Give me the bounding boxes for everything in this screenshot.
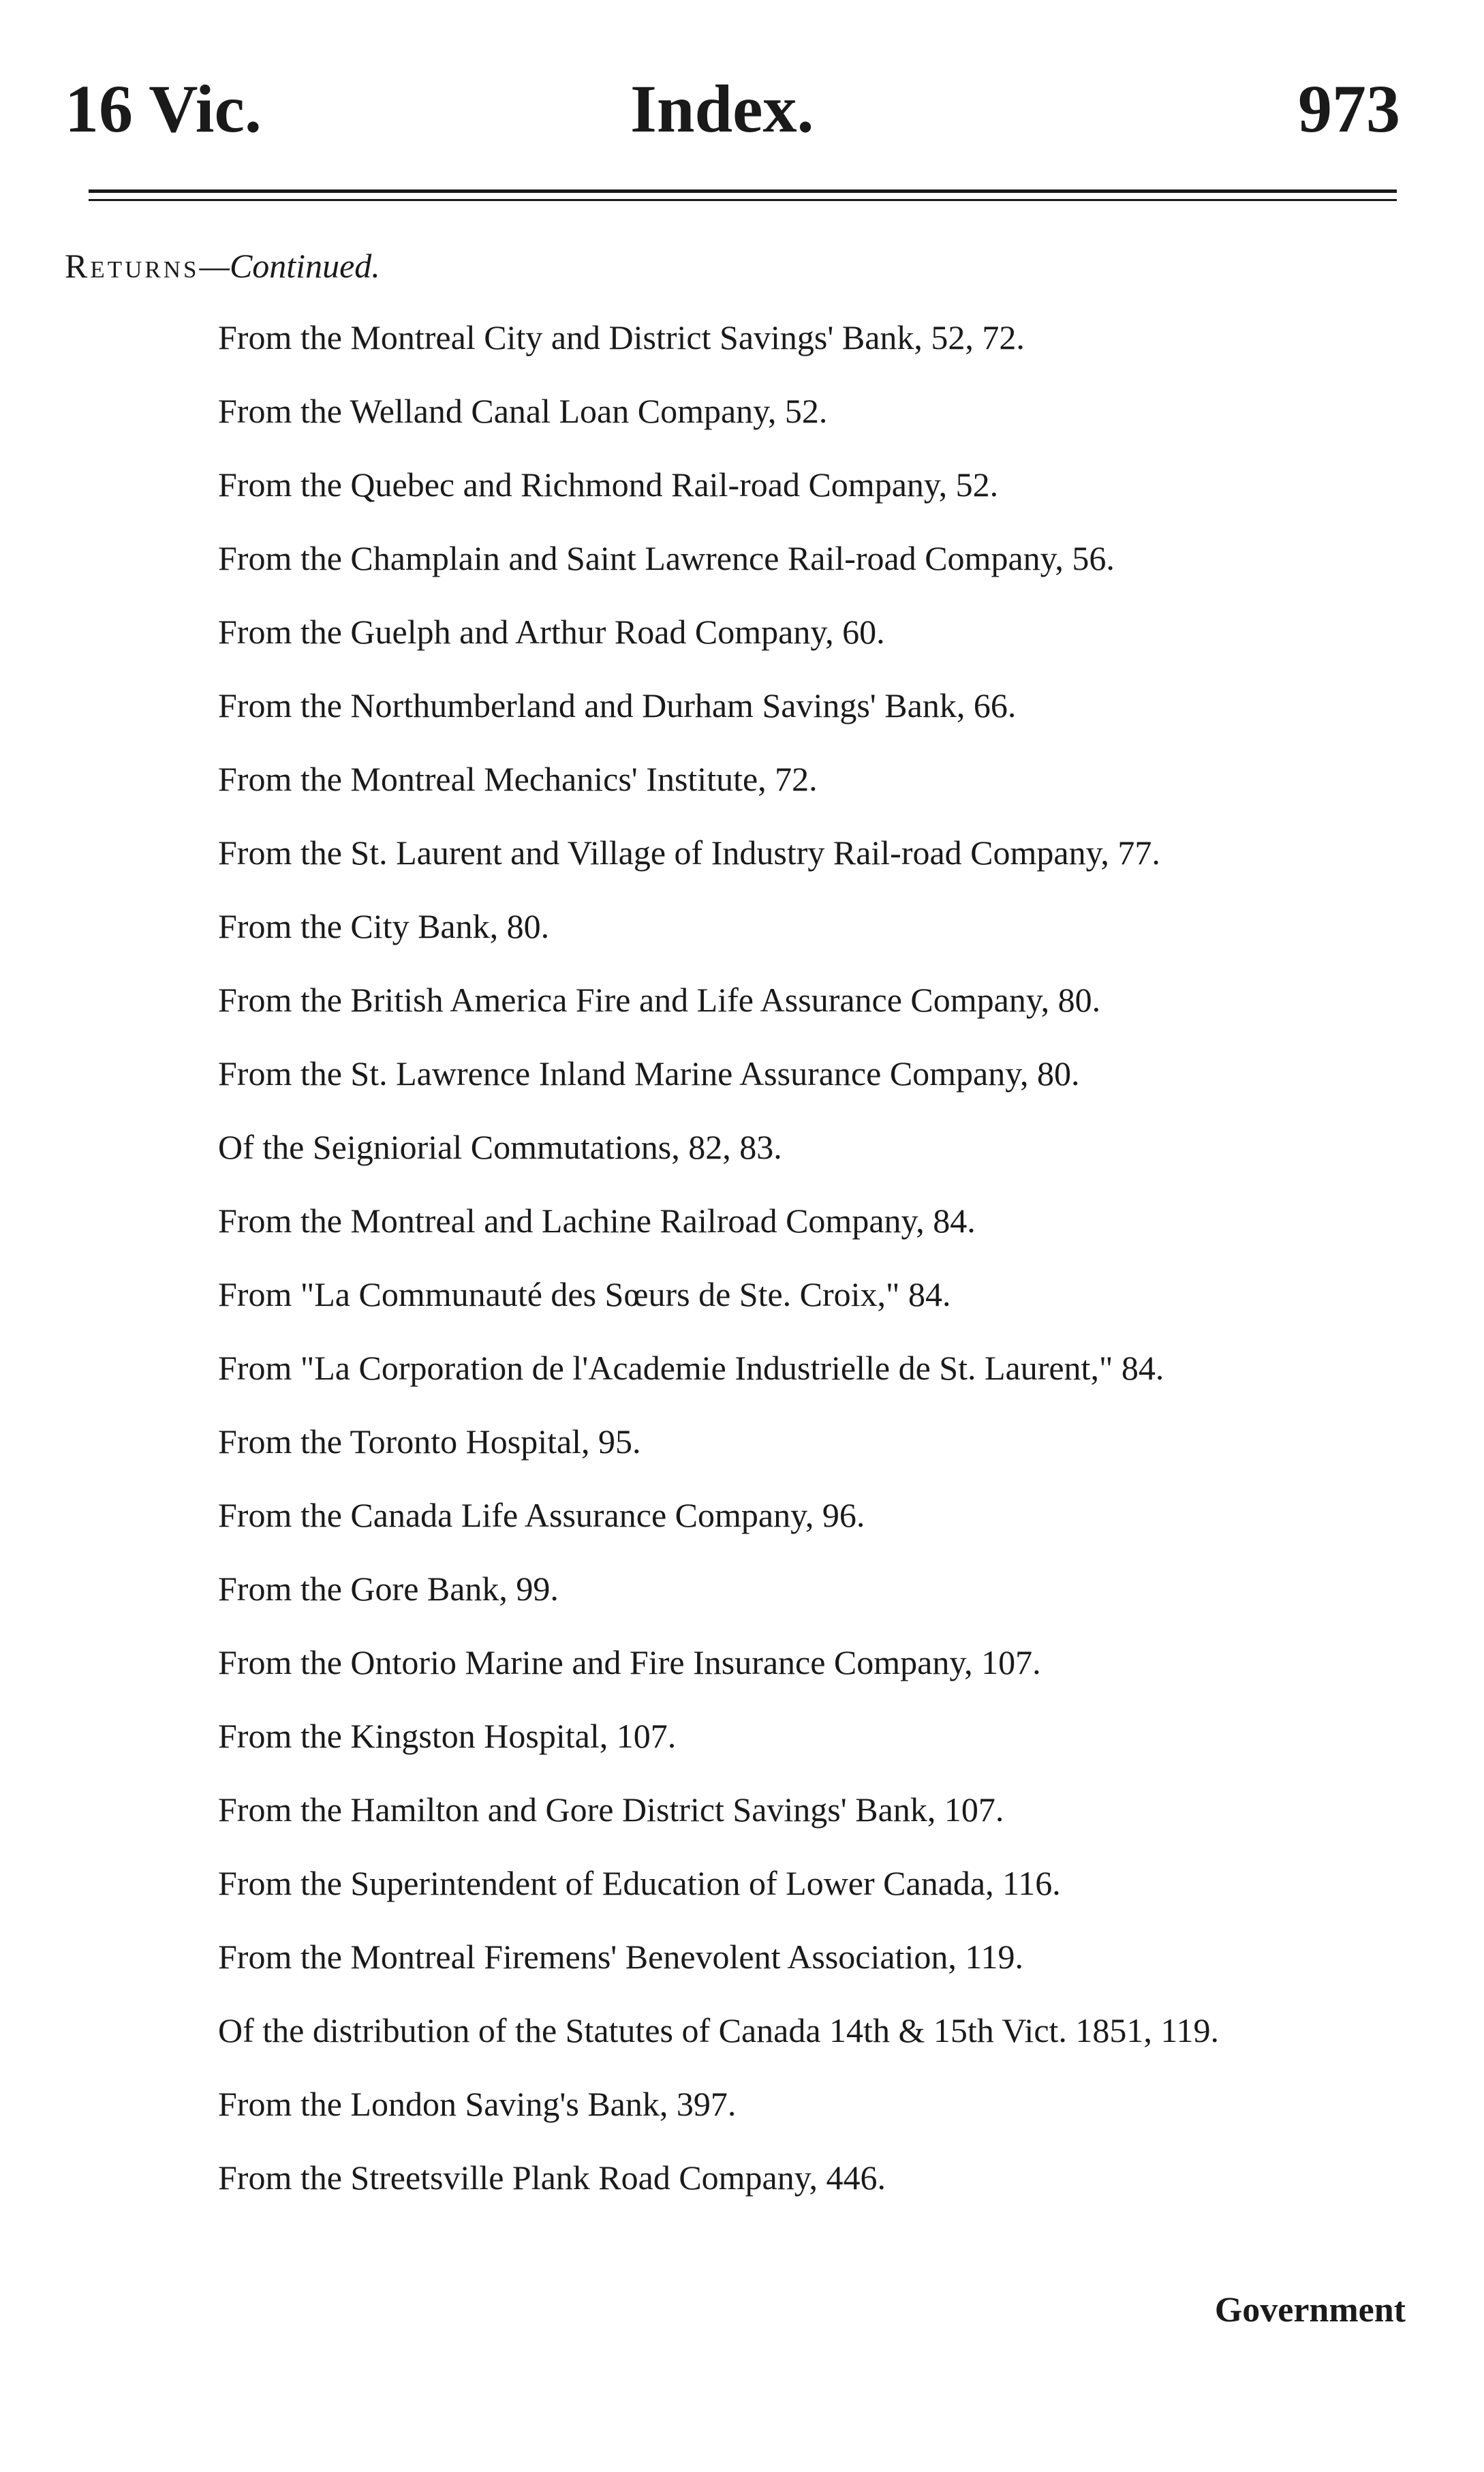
header-rule-thick — [89, 189, 1397, 193]
index-entry: From the Ontorio Marine and Fire Insurance Company, 107. — [218, 1643, 1041, 1681]
section-title: Returns — [65, 247, 200, 285]
index-entry: Of the distribution of the Statutes of Canada 14th & 15th Vict. 1851, 119. — [218, 2011, 1220, 2049]
page-header — [65, 68, 1400, 157]
index-entry: From "La Corporation de l'Academie Industrielle de St. Laurent," 84. — [218, 1349, 1164, 1387]
index-entry: From the Superintendent of Education of Lower Canada, 116. — [218, 1864, 1061, 1902]
index-entry: From the Welland Canal Loan Company, 52. — [218, 392, 828, 430]
index-entry: From the Kingston Hospital, 107. — [218, 1717, 677, 1755]
volume-reference: 16 Vic. — [65, 71, 262, 147]
index-entry: From the City Bank, 80. — [218, 907, 550, 945]
index-entry: From the Montreal City and District Savings' Bank, 52, 72. — [218, 318, 1025, 356]
index-entry: From the Montreal Mechanics' Institute, 72. — [218, 760, 818, 798]
index-entry: From "La Communauté des Sœurs de Ste. Croix," 84. — [218, 1275, 951, 1313]
index-entry: From the Streetsville Plank Road Company, 446. — [218, 2158, 886, 2197]
index-entry: From the Gore Bank, 99. — [218, 1570, 559, 1608]
index-entry: From the Montreal Firemens' Benevolent Association, 119. — [218, 1938, 1023, 1976]
index-entry: From the Hamilton and Gore District Savings' Bank, 107. — [218, 1790, 1004, 1829]
index-entry: Of the Seigniorial Commutations, 82, 83. — [218, 1128, 782, 1166]
header-rule-thin — [89, 199, 1397, 201]
index-entry: From the St. Laurent and Village of Industry Rail-road Company, 77. — [218, 834, 1160, 872]
index-entry: From the British America Fire and Life Assurance Company, 80. — [218, 981, 1101, 1019]
index-entry: From the Quebec and Richmond Rail-road Company, 52. — [218, 466, 999, 504]
index-entry: From the Montreal and Lachine Railroad Company, 84. — [218, 1202, 976, 1240]
index-entry: From the Toronto Hospital, 95. — [218, 1422, 641, 1461]
index-entry: From the Guelph and Arthur Road Company, 60. — [218, 613, 885, 651]
page-number: 973 — [1298, 71, 1400, 147]
catchword: Government — [1214, 2291, 1406, 2330]
section-heading — [65, 242, 380, 290]
index-entry: From the Champlain and Saint Lawrence Rail-road Company, 56. — [218, 539, 1115, 577]
index-entry-list — [218, 317, 1404, 2231]
index-entry: From the St. Lawrence Inland Marine Assurance Company, 80. — [218, 1054, 1080, 1093]
section-continued-note: —Continued. — [199, 247, 380, 285]
index-entry: From the London Saving's Bank, 397. — [218, 2085, 737, 2123]
index-entry: From the Canada Life Assurance Company, 96. — [218, 1496, 865, 1534]
page-title: Index. — [630, 71, 814, 147]
index-entry: From the Northumberland and Durham Savings' Bank, 66. — [218, 686, 1017, 724]
